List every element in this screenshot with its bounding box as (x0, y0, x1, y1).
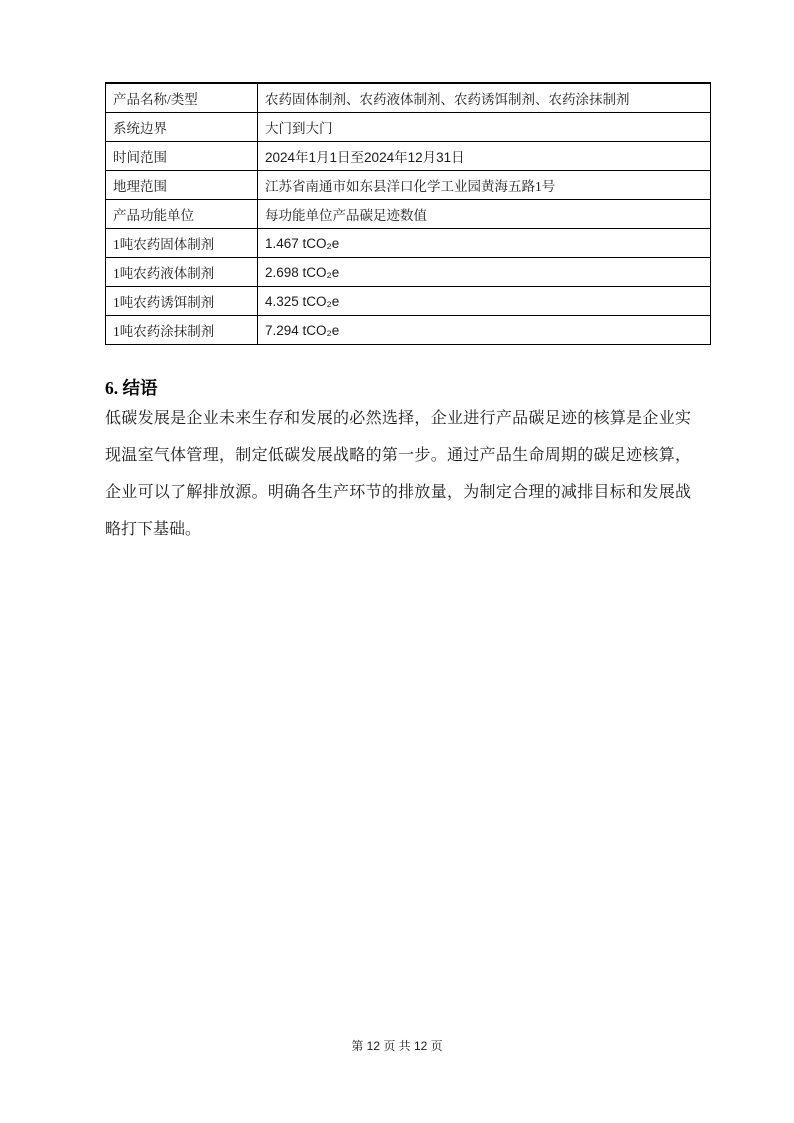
row-value: 农药固体制剂、农药液体制剂、农药诱饵制剂、农药涂抹制剂 (258, 83, 711, 113)
row-label: 1吨农药液体制剂 (106, 258, 258, 287)
page-number-footer: 第 12 页 共 12 页 (351, 1039, 443, 1053)
row-value: 4.325 tCO₂e (258, 287, 711, 316)
row-label: 1吨农药诱饵制剂 (106, 287, 258, 316)
table-row (106, 316, 711, 345)
row-value: 7.294 tCO₂e (258, 316, 711, 345)
row-value: 大门到大门 (258, 113, 711, 142)
table-row (106, 200, 711, 229)
row-label: 时间范围 (106, 142, 258, 171)
carbon-footprint-summary-table (105, 82, 711, 345)
table-row (106, 113, 711, 142)
document-page-content (105, 82, 711, 548)
row-value: 2024年1月1日至2024年12月31日 (258, 142, 711, 171)
row-value: 1.467 tCO₂e (258, 229, 711, 258)
row-value: 每功能单位产品碳足迹数值 (258, 200, 711, 229)
table-row (106, 171, 711, 200)
table-row (106, 287, 711, 316)
table-row (106, 83, 711, 113)
row-label: 产品功能单位 (106, 200, 258, 229)
row-label: 1吨农药固体制剂 (106, 229, 258, 258)
table-row (106, 258, 711, 287)
row-label: 系统边界 (106, 113, 258, 142)
table-row (106, 229, 711, 258)
row-value: 2.698 tCO₂e (258, 258, 711, 287)
table-row (106, 142, 711, 171)
section-heading-conclusion: 6. 结语 (105, 378, 158, 398)
row-value: 江苏省南通市如东县洋口化学工业园黄海五路1号 (258, 171, 711, 200)
conclusion-paragraph: 低碳发展是企业未来生存和发展的必然选择，企业进行产品碳足迹的核算是企业实现温室气体管理，制定低碳发展战略的第一步。通过产品生命周期的碳足迹核算，企业可以了解排放源。明确各生产环节的排放量，为制定合理的减排目标和发展战略打下基础。 (105, 410, 691, 538)
row-label: 地理范围 (106, 171, 258, 200)
row-label: 产品名称/类型 (106, 83, 258, 113)
row-label: 1吨农药涂抹制剂 (106, 316, 258, 345)
